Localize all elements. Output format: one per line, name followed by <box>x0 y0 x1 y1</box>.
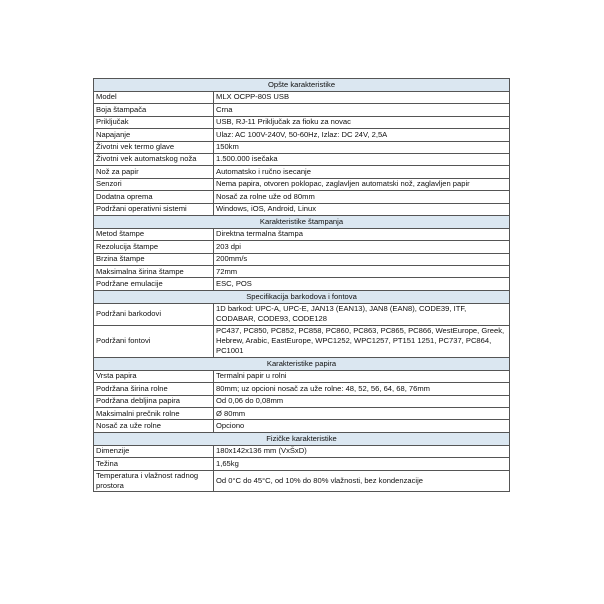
section-title: Karakteristike papira <box>94 357 510 370</box>
table-row <box>94 116 510 128</box>
table-row <box>94 408 510 420</box>
spec-label: Podržani operativni sistemi <box>94 203 214 215</box>
spec-label: Model <box>94 92 214 104</box>
spec-value: USB, RJ-11 Priključak za fioku za novac <box>214 116 510 128</box>
spec-label: Priključak <box>94 116 214 128</box>
table-row <box>94 153 510 165</box>
spec-label: Vrsta papira <box>94 370 214 382</box>
spec-label: Senzori <box>94 178 214 190</box>
spec-value: 203 dpi <box>214 241 510 253</box>
section-header-paper <box>94 357 510 370</box>
spec-value: Termalni papir u rolni <box>214 370 510 382</box>
table-row <box>94 458 510 470</box>
spec-value: 200mm/s <box>214 253 510 265</box>
table-row <box>94 395 510 407</box>
table-row <box>94 129 510 141</box>
spec-value: Od 0,06 do 0,08mm <box>214 395 510 407</box>
table-row <box>94 166 510 178</box>
spec-label: Podržana debljina papira <box>94 395 214 407</box>
table-row <box>94 278 510 290</box>
spec-label: Nož za papir <box>94 166 214 178</box>
table-row <box>94 383 510 395</box>
spec-value: Ulaz: AC 100V-240V, 50-60Hz, Izlaz: DC 24V, 2,5A <box>214 129 510 141</box>
spec-value: Crna <box>214 104 510 116</box>
spec-value: MLX OCPP-80S USB <box>214 92 510 104</box>
spec-table <box>93 78 510 492</box>
spec-value: Automatsko i ručno isecanje <box>214 166 510 178</box>
spec-value: 80mm; uz opcioni nosač za uže rolne: 48, 52, 56, 64, 68, 76mm <box>214 383 510 395</box>
table-row <box>94 178 510 190</box>
section-header-barcodes-fonts <box>94 290 510 303</box>
spec-value: 1,65kg <box>214 458 510 470</box>
table-row <box>94 470 510 492</box>
spec-label: Podržani barkodovi <box>94 303 214 325</box>
spec-label: Dimenzije <box>94 445 214 457</box>
spec-label: Boja štampača <box>94 104 214 116</box>
spec-label: Dodatna oprema <box>94 191 214 203</box>
table-row <box>94 92 510 104</box>
table-row <box>94 191 510 203</box>
spec-value: Od 0°C do 45°C, od 10% do 80% vlažnosti, bez kondenzacije <box>214 470 510 492</box>
table-row <box>94 325 510 357</box>
spec-value: 180x142x136 mm (VxŠxD) <box>214 445 510 457</box>
spec-value: 1.500.000 isečaka <box>214 153 510 165</box>
spec-label: Rezolucija štampe <box>94 241 214 253</box>
spec-label: Podržani fontovi <box>94 325 214 357</box>
table-row <box>94 253 510 265</box>
spec-value: 1D barkod: UPC-A, UPC-E, JAN13 (EAN13), JAN8 (EAN8), CODE39, ITF, CODABAR, CODE93, CODE128 <box>214 303 510 325</box>
table-row <box>94 203 510 215</box>
table-row <box>94 370 510 382</box>
table-row <box>94 266 510 278</box>
spec-value: ESC, POS <box>214 278 510 290</box>
spec-label: Podržane emulacije <box>94 278 214 290</box>
table-row <box>94 141 510 153</box>
spec-value: PC437, PC850, PC852, PC858, PC860, PC863, PC865, PC866, WestEurope, Greek, Hebrew, Arabic, EastEurope, WPC1252, WPC1257, PT151 1251, PC737, PC864, PC1001 <box>214 325 510 357</box>
spec-label: Temperatura i vlažnost radnog prostora <box>94 470 214 492</box>
spec-label: Životni vek automatskog noža <box>94 153 214 165</box>
spec-label: Životni vek termo glave <box>94 141 214 153</box>
section-title: Fizičke karakteristike <box>94 432 510 445</box>
section-header-general <box>94 79 510 92</box>
spec-value: Nema papira, otvoren poklopac, zaglavljen automatski nož, zaglavljen papir <box>214 178 510 190</box>
spec-label: Nosač za uže rolne <box>94 420 214 432</box>
spec-value: Direktna termalna štampa <box>214 228 510 240</box>
section-title: Opšte karakteristike <box>94 79 510 92</box>
spec-label: Napajanje <box>94 129 214 141</box>
spec-label: Metod štampe <box>94 228 214 240</box>
section-title: Specifikacija barkodova i fontova <box>94 290 510 303</box>
table-row <box>94 104 510 116</box>
section-title: Karakteristike štampanja <box>94 215 510 228</box>
spec-value: Opciono <box>214 420 510 432</box>
spec-label: Brzina štampe <box>94 253 214 265</box>
spec-value: 150km <box>214 141 510 153</box>
table-row <box>94 241 510 253</box>
spec-label: Maksimalni prečnik rolne <box>94 408 214 420</box>
spec-value: 72mm <box>214 266 510 278</box>
table-row <box>94 420 510 432</box>
table-row <box>94 228 510 240</box>
section-header-physical <box>94 432 510 445</box>
spec-label: Podržana širina rolne <box>94 383 214 395</box>
spec-value: Windows, iOS, Android, Linux <box>214 203 510 215</box>
section-header-printing <box>94 215 510 228</box>
spec-value: Ø 80mm <box>214 408 510 420</box>
spec-label: Maksimalna širina štampe <box>94 266 214 278</box>
table-row <box>94 303 510 325</box>
spec-label: Težina <box>94 458 214 470</box>
spec-table-body <box>94 79 510 492</box>
spec-value: Nosač za rolne uže od 80mm <box>214 191 510 203</box>
table-row <box>94 445 510 457</box>
